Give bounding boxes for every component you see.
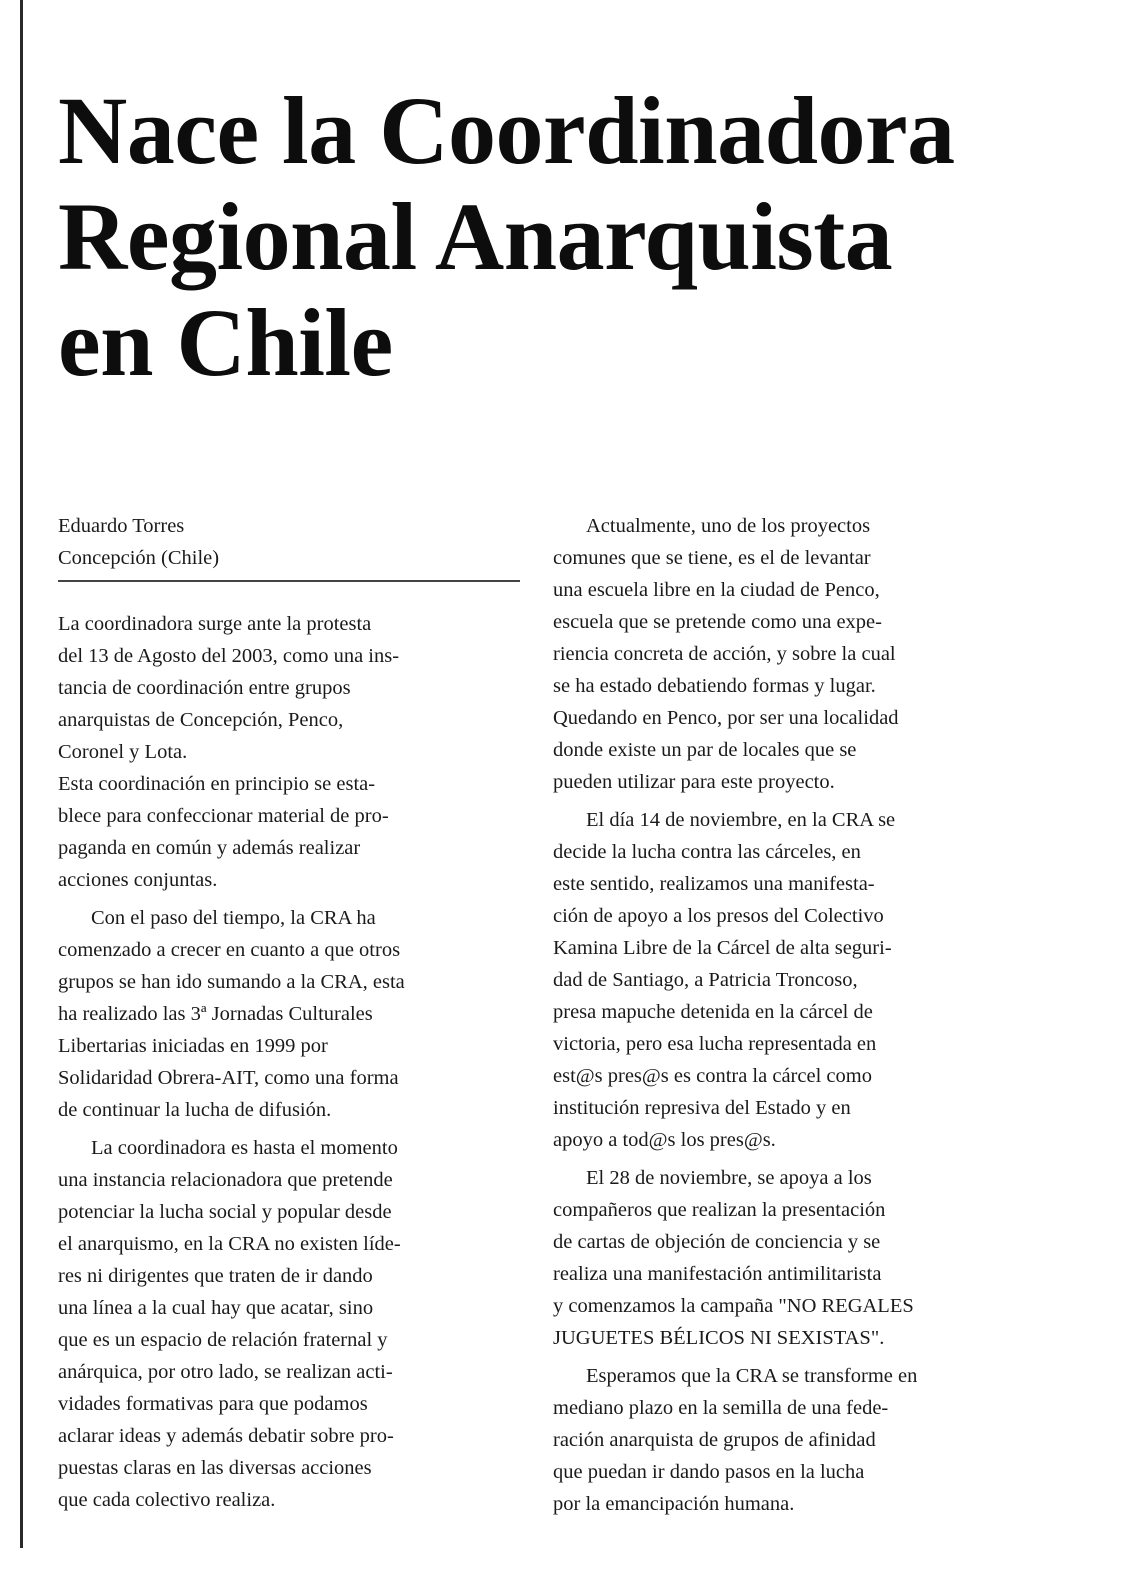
- text-line: La coordinadora surge ante la protesta: [58, 613, 372, 635]
- text-line: Actualmente, uno de los proyectos: [586, 515, 871, 537]
- text-line: Solidaridad Obrera-AIT, como una forma: [58, 1067, 399, 1089]
- paragraph: [58, 768, 520, 896]
- text-line: dad de Santiago, a Patricia Troncoso,: [553, 969, 858, 991]
- paragraph: [553, 510, 953, 798]
- text-line: vidades formativas para que podamos: [58, 1393, 368, 1415]
- text-line: El 28 de noviembre, se apoya a los: [586, 1167, 872, 1189]
- text-line: realiza una manifestación antimilitarista: [553, 1263, 882, 1285]
- text-line: Coronel y Lota.: [58, 741, 188, 763]
- text-line: puestas claras en las diversas acciones: [58, 1457, 372, 1479]
- text-line: Esta coordinación en principio se esta-: [58, 773, 376, 795]
- text-line: res ni dirigentes que traten de ir dando: [58, 1265, 373, 1287]
- text-line: Kamina Libre de la Cárcel de alta seguri-: [553, 937, 892, 959]
- paragraph: [58, 902, 520, 1126]
- paragraph: [553, 1162, 953, 1354]
- text-line: victoria, pero esa lucha representada en: [553, 1033, 877, 1055]
- text-line: de cartas de objeción de conciencia y se: [553, 1231, 881, 1253]
- right-column: [553, 510, 953, 1520]
- text-line: blece para confeccionar material de pro-: [58, 805, 389, 827]
- paragraph: [58, 608, 520, 768]
- text-line: comunes que se tiene, es el de levantar: [553, 547, 871, 569]
- text-line: por la emancipación humana.: [553, 1493, 795, 1515]
- left-text-block: [58, 608, 520, 1516]
- text-line: este sentido, realizamos una manifesta-: [553, 873, 875, 895]
- text-line: compañeros que realizan la presentación: [553, 1199, 886, 1221]
- text-line: Quedando en Penco, por ser una localidad: [553, 707, 899, 729]
- text-line: grupos se han ido sumando a la CRA, esta: [58, 971, 405, 993]
- title-line: Nace la Coordinadora: [58, 77, 955, 184]
- text-line: ción de apoyo a los presos del Colectivo: [553, 905, 884, 927]
- text-line: institución represiva del Estado y en: [553, 1097, 851, 1119]
- text-line: est@s pres@s es contra la cárcel como: [553, 1065, 872, 1087]
- text-line: Esperamos que la CRA se transforme en: [586, 1365, 918, 1387]
- text-line: La coordinadora es hasta el momento: [91, 1137, 398, 1159]
- text-line: tancia de coordinación entre grupos: [58, 677, 351, 699]
- text-line: ha realizado las 3ª Jornadas Culturales: [58, 1003, 373, 1025]
- paragraph: [553, 804, 953, 1156]
- text-line: acciones conjuntas.: [58, 869, 218, 891]
- text-line: una escuela libre en la ciudad de Penco,: [553, 579, 880, 601]
- text-line: decide la lucha contra las cárceles, en: [553, 841, 861, 863]
- byline: [58, 510, 520, 574]
- text-line: Con el paso del tiempo, la CRA ha: [91, 907, 376, 929]
- text-line: una instancia relacionadora que pretende: [58, 1169, 393, 1191]
- paragraph: [58, 1132, 520, 1516]
- text-line: riencia concreta de acción, y sobre la cual: [553, 643, 896, 665]
- text-line: aclarar ideas y además debatir sobre pro-: [58, 1425, 394, 1447]
- text-line: que puedan ir dando pasos en la lucha: [553, 1461, 865, 1483]
- text-line: anárquica, por otro lado, se realizan acti-: [58, 1361, 393, 1383]
- text-line: mediano plazo en la semilla de una fede-: [553, 1397, 889, 1419]
- text-line: JUGUETES BÉLICOS NI SEXISTAS".: [553, 1327, 885, 1349]
- text-line: escuela que se pretende como una expe-: [553, 611, 882, 633]
- left-column: [58, 510, 520, 1516]
- text-line: una línea a la cual hay que acatar, sino: [58, 1297, 374, 1319]
- text-line: potenciar la lucha social y popular desde: [58, 1201, 392, 1223]
- text-line: que es un espacio de relación fraternal y: [58, 1329, 388, 1351]
- text-line: pueden utilizar para este proyecto.: [553, 771, 835, 793]
- title-line: en Chile: [58, 289, 393, 396]
- text-line: comenzado a crecer en cuanto a que otros: [58, 939, 401, 961]
- paragraph: [553, 1360, 953, 1520]
- text-line: y comenzamos la campaña "NO REGALES: [553, 1295, 914, 1317]
- text-line: apoyo a tod@s los pres@s.: [553, 1129, 776, 1151]
- text-line: se ha estado debatiendo formas y lugar.: [553, 675, 876, 697]
- text-line: anarquistas de Concepción, Penco,: [58, 709, 344, 731]
- text-line: donde existe un par de locales que se: [553, 739, 857, 761]
- left-margin-rule: [20, 0, 23, 1548]
- text-line: del 13 de Agosto del 2003, como una ins-: [58, 645, 400, 667]
- text-line: el anarquismo, en la CRA no existen líde-: [58, 1233, 401, 1255]
- byline-divider: [58, 580, 520, 582]
- author-location: Concepción (Chile): [58, 547, 220, 569]
- article-title: [58, 78, 1098, 396]
- text-line: Libertarias iniciadas en 1999 por: [58, 1035, 328, 1057]
- author-name: Eduardo Torres: [58, 515, 185, 537]
- title-line: Regional Anarquista: [58, 183, 893, 290]
- text-line: ración anarquista de grupos de afinidad: [553, 1429, 876, 1451]
- text-line: El día 14 de noviembre, en la CRA se: [586, 809, 896, 831]
- text-line: que cada colectivo realiza.: [58, 1489, 276, 1511]
- text-line: paganda en común y además realizar: [58, 837, 361, 859]
- text-line: de continuar la lucha de difusión.: [58, 1099, 332, 1121]
- text-line: presa mapuche detenida en la cárcel de: [553, 1001, 873, 1023]
